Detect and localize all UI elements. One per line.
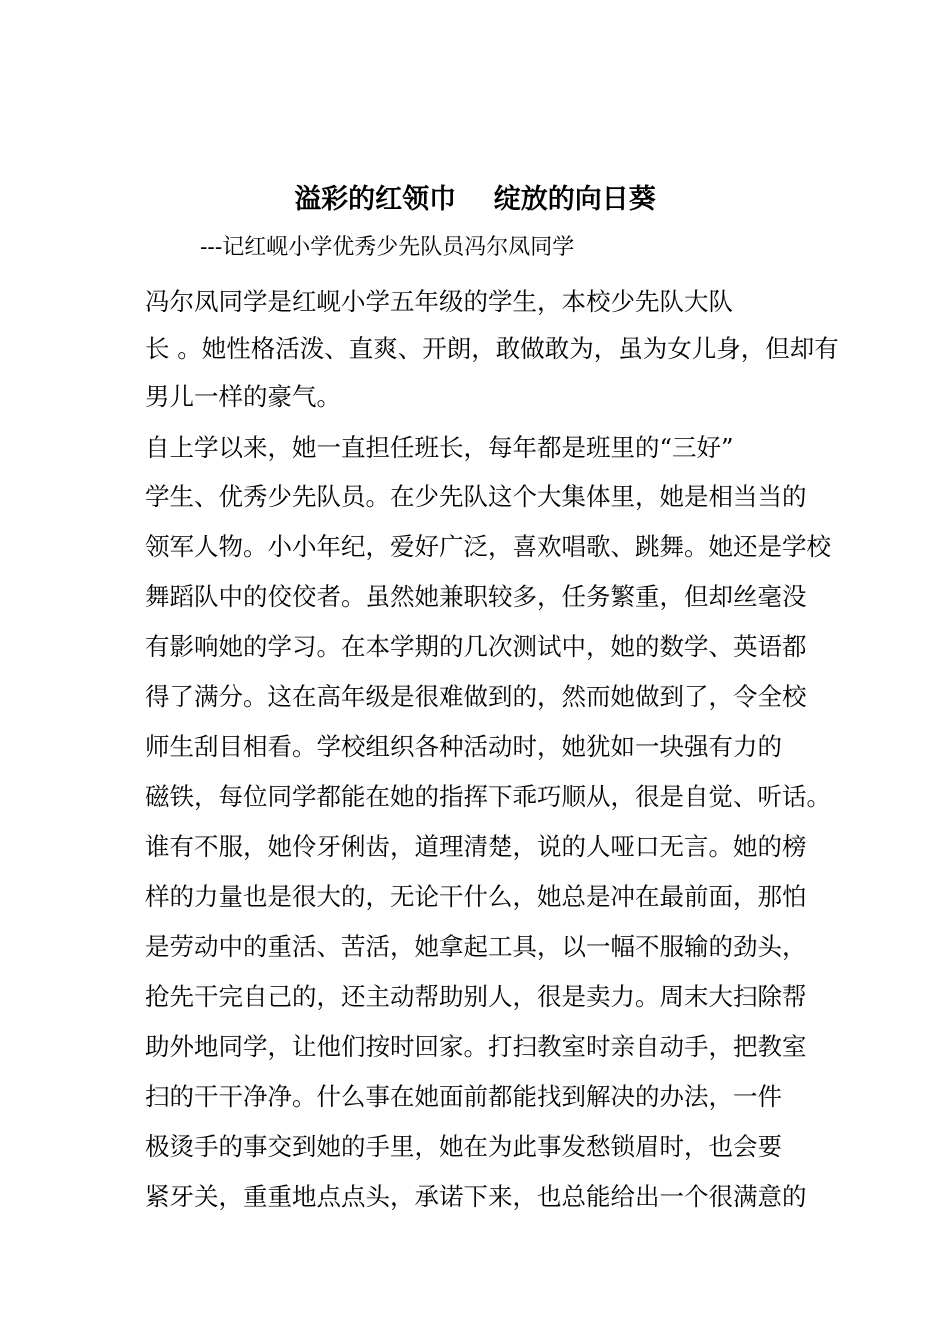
- paragraph-line: 学生、优秀少先队员。在少先队这个大集体里，她是相当当的: [145, 482, 807, 511]
- document-title: 溢彩的红领巾 绽放的向日葵: [294, 184, 656, 215]
- paragraph-line: 长 。她性格活泼、直爽、开朗，敢做敢为，虽为女儿身，但却有: [145, 334, 839, 363]
- paragraph-line: 助外地同学，让他们按时回家。打扫教室时亲自动手，把教室: [145, 1032, 807, 1061]
- paragraph-line: 谁有不服，她伶牙俐齿，道理清楚，说的人哑口无言。她的榜: [145, 832, 807, 861]
- paragraph-line: 紧牙关，重重地点点头，承诺下来，也总能给出一个很满意的: [145, 1182, 807, 1211]
- paragraph-line: 扫的干干净净。什么事在她面前都能找到解决的办法，一件: [145, 1082, 782, 1111]
- paragraph-line: 师生刮目相看。学校组织各种活动时，她犹如一块强有力的: [145, 732, 782, 761]
- paragraph-line: 男儿一样的豪气。: [145, 382, 341, 411]
- paragraph-line: 冯尔凤同学是红岘小学五年级的学生，本校少先队大队: [145, 287, 733, 316]
- paragraph-line: 舞蹈队中的佼佼者。虽然她兼职较多，任务繁重，但却丝毫没: [145, 582, 807, 611]
- paragraph-line: 是劳动中的重活、苦活，她拿起工具，以一幅不服输的劲头，: [145, 932, 807, 961]
- document-subtitle: ---记红岘小学优秀少先队员冯尔凤同学: [200, 235, 575, 260]
- paragraph-line: 自上学以来，她一直担任班长，每年都是班里的“三好”: [145, 433, 734, 462]
- paragraph-line: 极烫手的事交到她的手里，她在为此事发愁锁眉时，也会要: [145, 1132, 782, 1161]
- paragraph-line: 领军人物。小小年纪，爱好广泛，喜欢唱歌、跳舞。她还是学校: [145, 532, 831, 561]
- paragraph-line: 有影响她的学习。在本学期的几次测试中，她的数学、英语都: [145, 632, 807, 661]
- paragraph-line: 抢先干完自己的，还主动帮助别人，很是卖力。周末大扫除帮: [145, 982, 807, 1011]
- paragraph-line: 得了满分。这在高年级是很难做到的，然而她做到了，令全校: [145, 682, 807, 711]
- paragraph-line: 样的力量也是很大的，无论干什么，她总是冲在最前面，那怕: [145, 882, 807, 911]
- paragraph-line: 磁铁，每位同学都能在她的指挥下乖巧顺从，很是自觉、听话。: [145, 782, 831, 811]
